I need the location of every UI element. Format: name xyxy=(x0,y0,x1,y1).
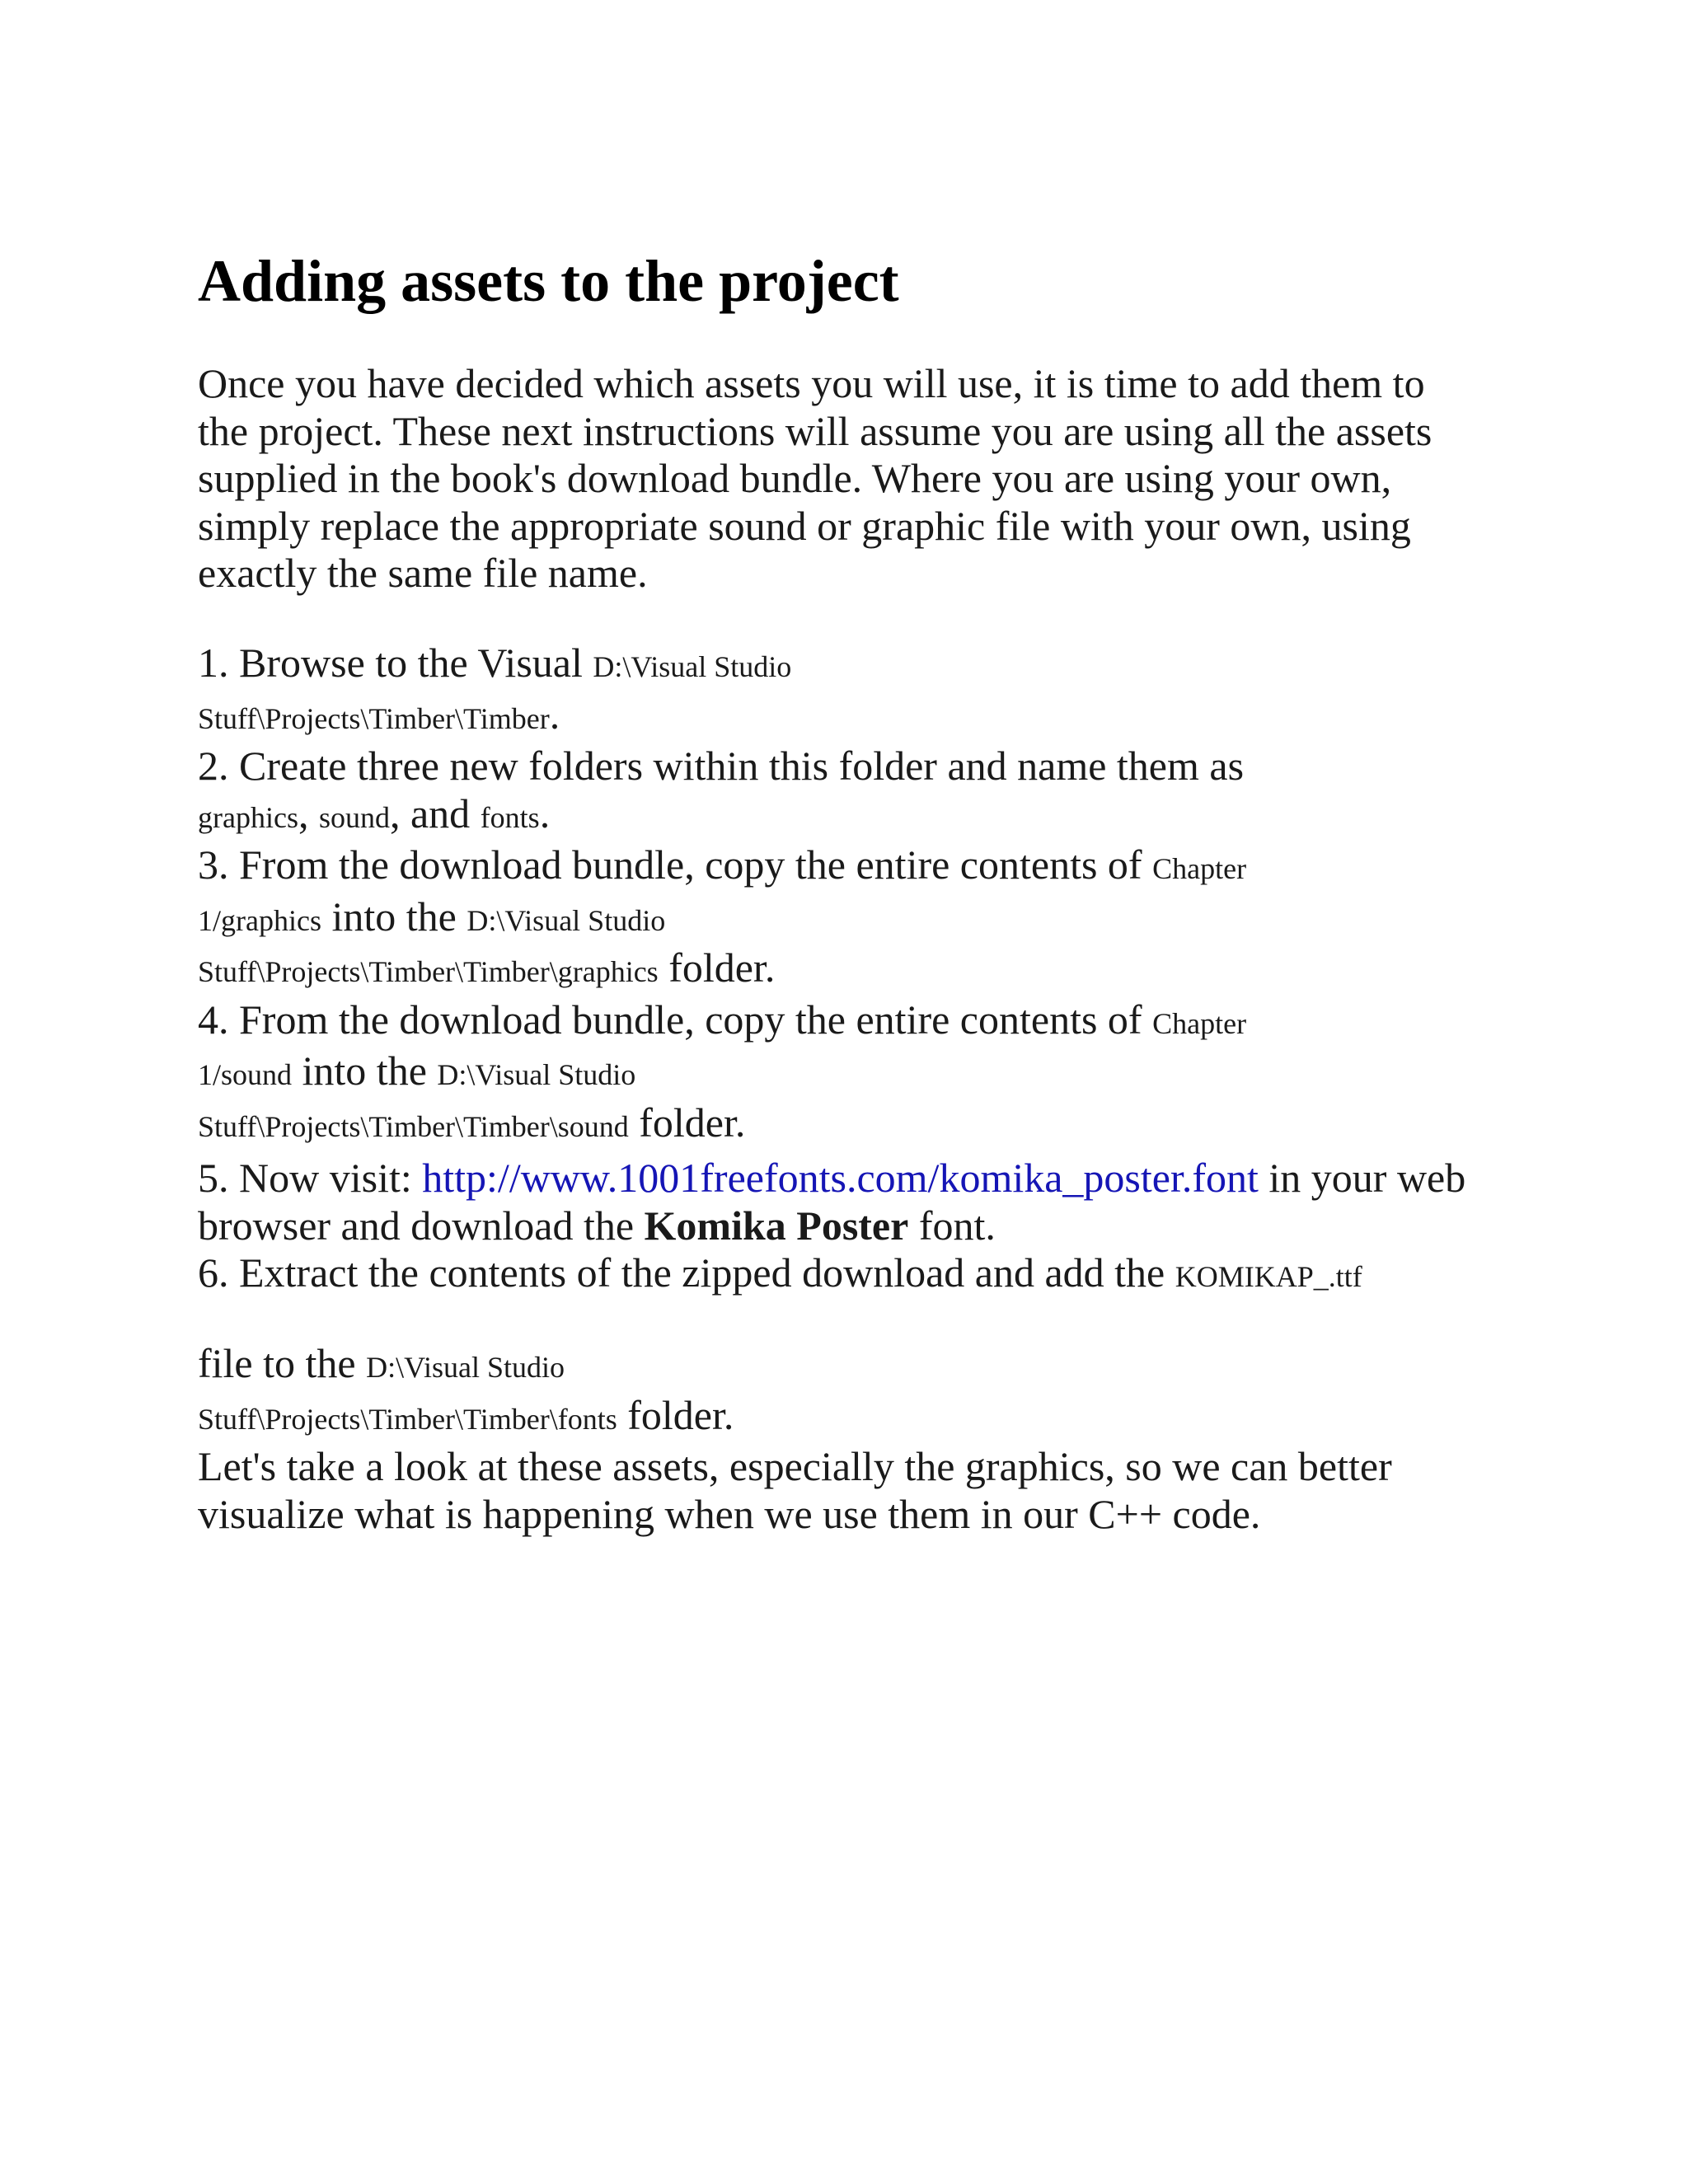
step-1-path-cont: Stuff\Projects\Timber\Timber xyxy=(198,701,550,735)
intro-line: Once you have decided which assets you will use, it is time to add them to xyxy=(198,360,1425,406)
step-2: 2. Create three new folders within this folder and name them as xyxy=(198,743,1245,789)
step-5-prefix: 5. Now visit: xyxy=(198,1155,423,1201)
step-4-source-cont: 1/sound xyxy=(198,1058,293,1091)
step-2-sep: , xyxy=(298,790,319,837)
step-4-cont2 xyxy=(198,1099,1500,1151)
step-1 xyxy=(198,640,1500,691)
step-3-dest-cont: Stuff\Projects\Timber\Timber\graphics xyxy=(198,955,659,988)
page-title: Adding assets to the project xyxy=(198,248,899,314)
step-4-dest-cont: Stuff\Projects\Timber\Timber\sound xyxy=(198,1109,629,1143)
step-5-after: in your web xyxy=(1258,1155,1466,1201)
step-3-source: Chapter xyxy=(1152,852,1247,885)
intro-line: supplied in the book's download bundle. Where you are using your own, xyxy=(198,455,1392,501)
closing-line: visualize what is happening when we use them in our C++ code. xyxy=(198,1490,1261,1537)
step-6-suffix: folder. xyxy=(617,1391,734,1438)
step-6-cont2 xyxy=(198,1392,1500,1444)
step-5-line2-suffix: font. xyxy=(908,1202,996,1249)
step-4-cont xyxy=(198,1047,1500,1099)
step-4-source: Chapter xyxy=(1152,1006,1247,1040)
font-name: Komika Poster xyxy=(644,1202,909,1249)
folder-sound: sound xyxy=(318,800,390,834)
step-4-mid: into the xyxy=(292,1047,438,1094)
steps-list-end xyxy=(198,1340,1500,1538)
step-4-prefix: 4. From the download bundle, copy the entire contents of xyxy=(198,996,1153,1043)
step-2-end: . xyxy=(539,790,551,837)
steps-list xyxy=(198,640,1500,1151)
step-6-dest-cont: Stuff\Projects\Timber\Timber\fonts xyxy=(198,1402,617,1436)
folder-fonts: fonts xyxy=(480,800,540,834)
font-download-link[interactable]: http://www.1001freefonts.com/komika_poster.font xyxy=(422,1155,1259,1201)
step-1-cont xyxy=(198,691,1500,743)
steps-list-cont xyxy=(198,1155,1500,1301)
step-2-sep: , and xyxy=(389,790,481,837)
step-5-cont xyxy=(198,1202,1500,1250)
step-6-dest: D:\Visual Studio xyxy=(366,1351,565,1384)
step-3-suffix: folder. xyxy=(658,944,776,991)
step-5 xyxy=(198,1155,1500,1202)
intro-paragraph xyxy=(198,360,1500,598)
step-2-cont xyxy=(198,790,1500,842)
step-3-source-cont: 1/graphics xyxy=(198,903,321,937)
step-6-prefix: 6. Extract the contents of the zipped download and add the xyxy=(198,1249,1175,1296)
step-1-path: D:\Visual Studio xyxy=(593,650,792,683)
step-3 xyxy=(198,841,1500,893)
step-4-suffix: folder. xyxy=(628,1099,746,1146)
step-3-cont2 xyxy=(198,944,1500,996)
intro-line: simply replace the appropriate sound or graphic file with your own, using xyxy=(198,502,1411,549)
intro-line: exactly the same file name. xyxy=(198,550,648,596)
step-1-suffix: . xyxy=(549,691,560,738)
intro-line: the project. These next instructions will assume you are using all the assets xyxy=(198,407,1432,454)
font-file-name: KOMIKAP_.ttf xyxy=(1175,1260,1362,1293)
step-4-dest: D:\Visual Studio xyxy=(437,1058,636,1091)
step-6-line2-prefix: file to the xyxy=(198,1340,367,1386)
step-6 xyxy=(198,1249,1500,1301)
step-3-prefix: 3. From the download bundle, copy the entire contents of xyxy=(198,841,1153,888)
step-4 xyxy=(198,996,1500,1048)
step-1-prefix: 1. Browse to the Visual xyxy=(198,640,593,686)
step-6-cont xyxy=(198,1340,1500,1392)
step-3-dest: D:\Visual Studio xyxy=(467,903,666,937)
step-3-cont xyxy=(198,893,1500,945)
step-3-mid: into the xyxy=(321,893,467,940)
folder-graphics: graphics xyxy=(198,800,298,834)
step-5-line2-prefix: browser and download the xyxy=(198,1202,645,1249)
closing-line: Let's take a look at these assets, especially the graphics, so we can better xyxy=(198,1443,1392,1489)
